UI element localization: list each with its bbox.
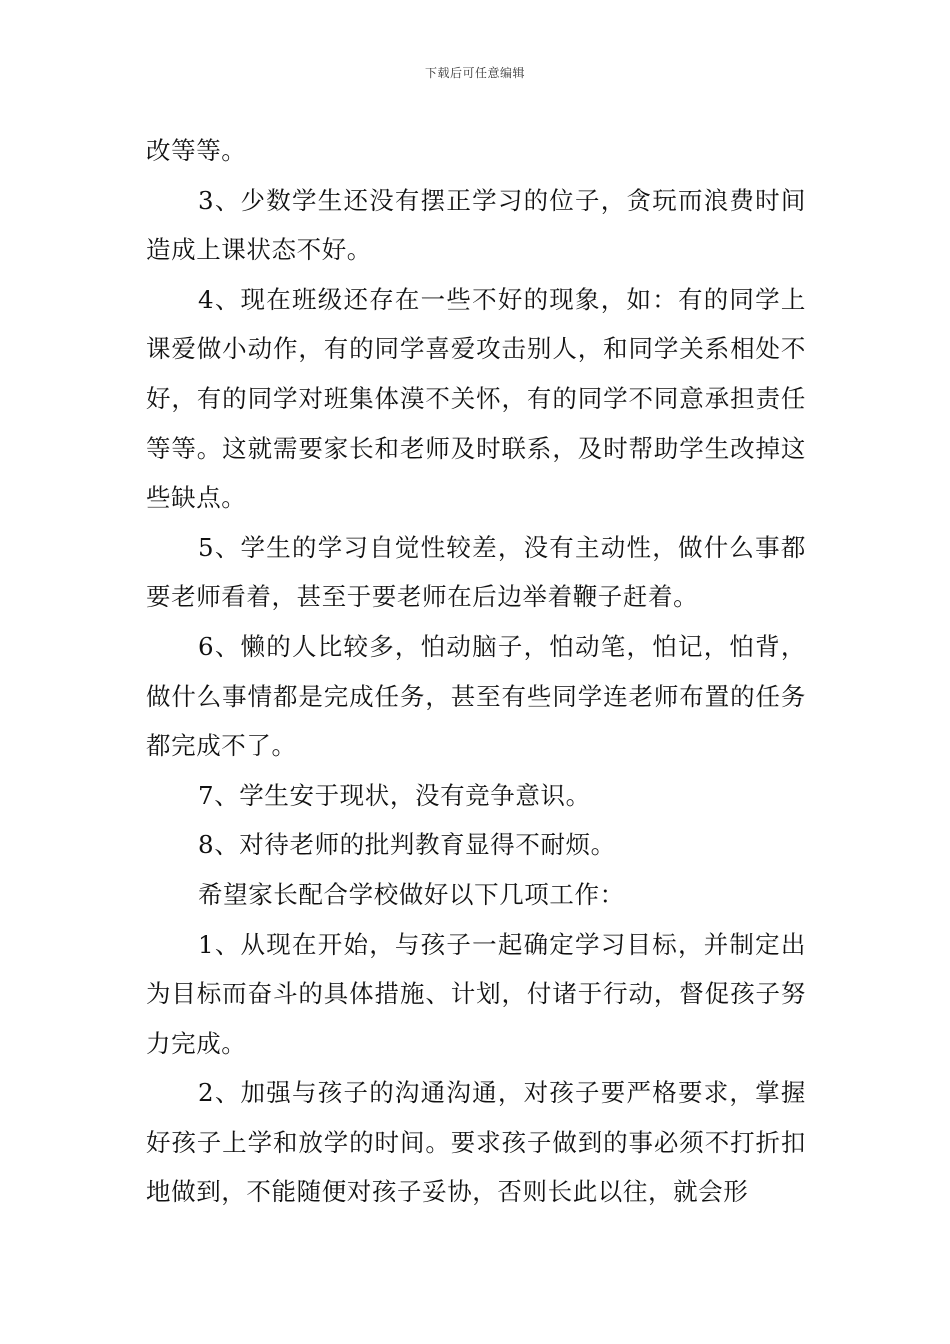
paragraph: 3、少数学生还没有摆正学习的位子，贪玩而浪费时间造成上课状态不好。 bbox=[146, 185, 806, 265]
paragraph: 希望家长配合学校做好以下几项工作： bbox=[198, 879, 625, 909]
document-body bbox=[146, 126, 806, 1217]
paragraph: 8、对待老师的批判教育显得不耐烦。 bbox=[198, 830, 616, 860]
paragraph: 7、学生安于现状，没有竞争意识。 bbox=[198, 780, 591, 810]
paragraph: 2、加强与孩子的沟通沟通，对孩子要严格要求，掌握好孩子上学和放学的时间。要求孩子做到的事必须不打折扣地做到，不能随便对孩子妥协，否则长此以往，就会形 bbox=[146, 1078, 806, 1207]
paragraph: 5、学生的学习自觉性较差，没有主动性，做什么事都要老师看着，甚至于要老师在后边举着鞭子赶着。 bbox=[146, 532, 806, 612]
page-header: 下载后可任意编辑 bbox=[424, 66, 525, 80]
paragraph: 改等等。 bbox=[146, 136, 247, 165]
paragraph: 1、从现在开始，与孩子一起确定学习目标，并制定出为目标而奋斗的具体措施、计划，付诸于行动，督促孩子努力完成。 bbox=[146, 929, 806, 1058]
paragraph: 4、现在班级还存在一些不好的现象，如：有的同学上课爱做小动作，有的同学喜爱攻击别人，和同学关系相处不好，有的同学对班集体漠不关怀，有的同学不同意承担责任等等。这就需要家长和老师及时联系，及时帮助学生改掉这些缺点。 bbox=[146, 284, 806, 513]
paragraph: 6、懒的人比较多，怕动脑子，怕动笔，怕记，怕背，做什么事情都是完成任务，甚至有些同学连老师布置的任务都完成不了。 bbox=[146, 631, 806, 761]
